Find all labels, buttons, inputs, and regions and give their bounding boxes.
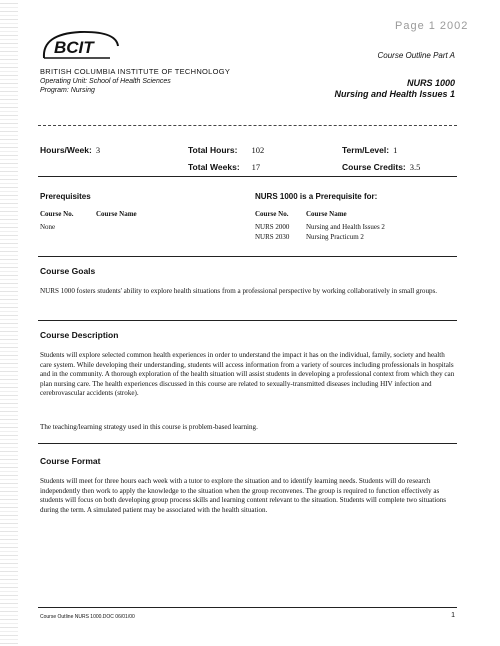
divider: [38, 125, 457, 126]
description-text: Students will explore selected common health experiences in order to understand the impact it has on the individual, family, society and health care system. While developing their understanding, students will access information from a variety of sources including professionals in hospitals and in the community. A thorough exploration of the health situation will assist students in developing a professional context from which they can plan nursing care. The health experiences discussed in this course are related to sexually-transmitted diseases including HIV infection and cerebrovascular accidents (stroke).: [40, 351, 455, 398]
institute-name: BRITISH COLUMBIA INSTITUTE OF TECHNOLOGY: [40, 67, 231, 76]
is-prereq-row-1-name: Nursing and Health Issues 2: [306, 223, 385, 231]
format-title: Course Format: [40, 456, 101, 466]
credits-field: [342, 157, 420, 175]
term-field: [342, 140, 397, 158]
term-label: Term/Level:: [342, 145, 390, 155]
divider: [38, 443, 457, 444]
is-prereq-row-1-no: NURS 2000: [255, 223, 290, 231]
prereq-col-no: Course No.: [40, 210, 74, 218]
hours-week-label: Hours/Week:: [40, 145, 92, 155]
total-hours-field: [188, 140, 264, 158]
footer-file: Course Outline NURS 1000.DOC 06/01/00: [40, 614, 135, 620]
course-title: Nursing and Health Issues 1: [334, 89, 455, 99]
operating-unit: Operating Unit: School of Health Sciences: [40, 78, 171, 85]
format-text: Students will meet for three hours each week with a tutor to explore the situation and to identify learning needs. Students will do research independently then work to apply the knowledge to the situation when the group reconvenes. The group is required to function effectively as students will focus on both developing group process skills and learning content relevant to the situation. Students will complete two situations during the term. A simulated patient may be associated with the health situation.: [40, 477, 447, 514]
is-prereq-col-name: Course Name: [306, 210, 347, 218]
total-hours-value: 102: [251, 145, 265, 155]
is-prereq-row-2-no: NURS 2030: [255, 233, 290, 241]
goals-title: Course Goals: [40, 266, 96, 276]
scan-edge-artifact: [0, 0, 18, 646]
is-prereq-row-2-name: Nursing Practicum 2: [306, 233, 364, 241]
prereq-title: Prerequisites: [40, 192, 91, 201]
total-weeks-field: [188, 157, 260, 175]
outline-part: Course Outline Part A: [377, 51, 455, 60]
divider: [38, 320, 457, 321]
prereq-none: None: [40, 223, 56, 231]
footer-divider: [38, 607, 457, 608]
description-title: Course Description: [40, 330, 119, 340]
goals-text: NURS 1000 fosters students' ability to explore health situations from a professional perspective by working collaboratively in small groups.: [40, 287, 438, 295]
program-name: Program: Nursing: [40, 87, 95, 94]
total-hours-label: Total Hours:: [188, 145, 238, 155]
credits-label: Course Credits:: [342, 162, 406, 172]
prereq-col-name: Course Name: [96, 210, 137, 218]
hours-week-field: [40, 140, 100, 158]
handwritten-stamp: Page 1 2002: [395, 20, 469, 32]
divider: [38, 176, 457, 177]
is-prereq-title: NURS 1000 is a Prerequisite for:: [255, 192, 378, 201]
hours-week-value: 3: [95, 145, 101, 155]
total-weeks-label: Total Weeks:: [188, 162, 240, 172]
term-value: 1: [393, 145, 398, 155]
total-weeks-value: 17: [251, 162, 261, 172]
divider: [38, 256, 457, 257]
logo-wordmark: BCIT: [54, 38, 94, 57]
page-number: 1: [451, 612, 455, 619]
bcit-logo: [40, 28, 120, 62]
description-text-2: The teaching/learning strategy used in this course is problem-based learning.: [40, 423, 258, 431]
course-code: NURS 1000: [406, 78, 455, 88]
is-prereq-col-no: Course No.: [255, 210, 289, 218]
credits-value: 3.5: [409, 162, 421, 172]
